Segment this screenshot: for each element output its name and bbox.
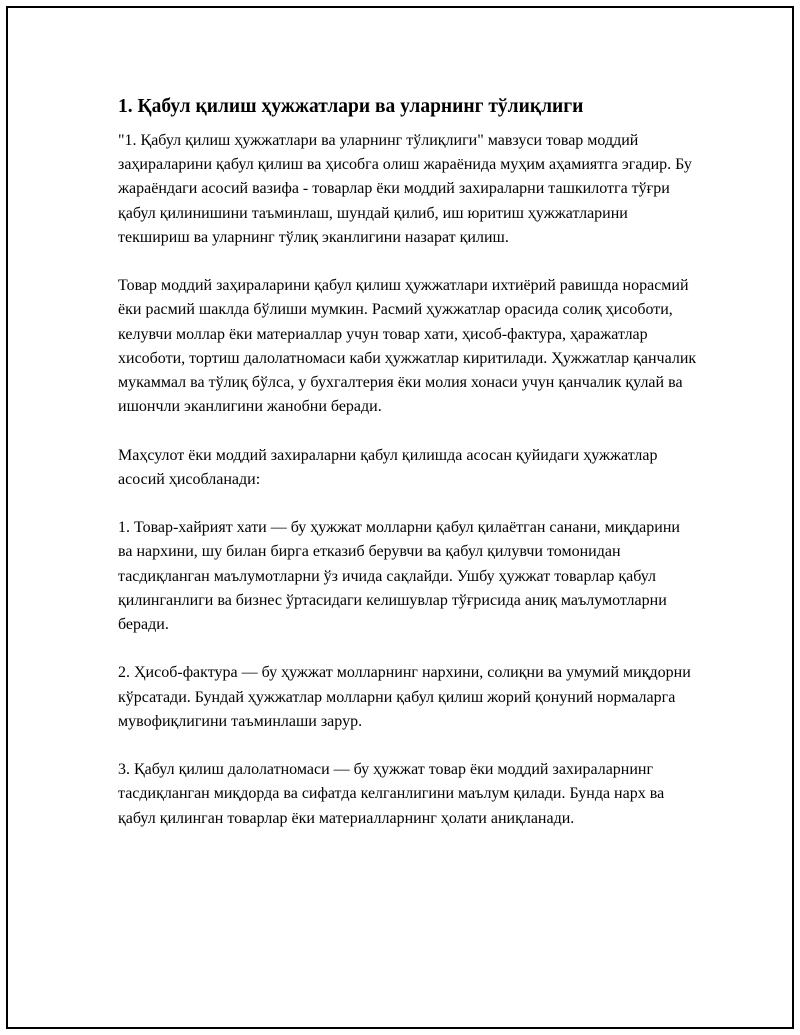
document-heading: 1. Қабул қилиш ҳужжатлари ва уларнинг тўлиқлиги xyxy=(118,96,584,117)
paragraph-documents-types: Товар моддий заҳираларини қабул қилиш ҳужжатлари ихтиёрий равишда норасмий ёки расмий шаклда бўлиши мумкин. Расмий ҳужжатлар орасида солиқ ҳисоботи, келувчи моллар ёки материаллар учун товар хати, ҳисоб-фактура, ҳаражатлар хисоботи, тортиш далолатномаси каби ҳужжатлар киритилади. Ҳужжатлар қанчалик мукаммал ва тўлиқ бўлса, у бухгалтерия ёки молия хонаси учун қанчалик қулай ва ишончли эканлигини жанобни беради. xyxy=(118,277,697,416)
paragraph-main-documents: Маҳсулот ёки моддий захираларни қабул қилишда асосан қуйидаги ҳужжатлар асосий ҳисобланади: xyxy=(118,446,658,488)
list-item-goods-note: 1. Товар-хайрият хати — бу ҳужжат молларни қабул қилаётган санани, миқдарини ва нархини, шу билан бирга етказиб берувчи ва қабул қилувчи томонидан тасдиқланган маълумотларни ўз ичида сақлайди. Ушбу ҳужжат товарлар қабул қилинганлиги ва бизнес ўртасидаги келишувлар тўғрисида аниқ маълумотларни беради. xyxy=(118,519,680,634)
paragraph-intro: "1. Қабул қилиш ҳужжатлари ва уларнинг тўлиқлиги" мавзуси товар моддий заҳираларини қабул қилиш ва ҳисобга олиш жараёнида муҳим аҳамиятга эгадир. Бу жараёндаги асосий вазифа - товарлар ёки моддий захираларни ташкилотга тўғри қабул қилинишини таъминлаш, шундай қилиб, иш юритиш ҳужжатларини текшириш ва уларнинг тўлиқ эканлигини назарат қилиш. xyxy=(118,132,692,246)
list-item-acceptance-act: 3. Қабул қилиш далолатномаси — бу ҳужжат товар ёки моддий захираларнинг тасдиқланган миқдорда ва сифатда келганлигини маълум қилади. Бунда нарх ва қабул қилинган товарлар ёки материалларнинг ҳолати аниқланади. xyxy=(118,761,665,827)
list-item-invoice: 2. Ҳисоб-фактура — бу ҳужжат молларнинг нархини, солиқни ва умумий миқдорни кўрсатади. Бундай ҳужжатлар молларни қабул қилиш жорий қонуний нормаларга мувофиқлигини таъминлаши зарур. xyxy=(118,664,691,730)
document-body xyxy=(118,94,698,831)
